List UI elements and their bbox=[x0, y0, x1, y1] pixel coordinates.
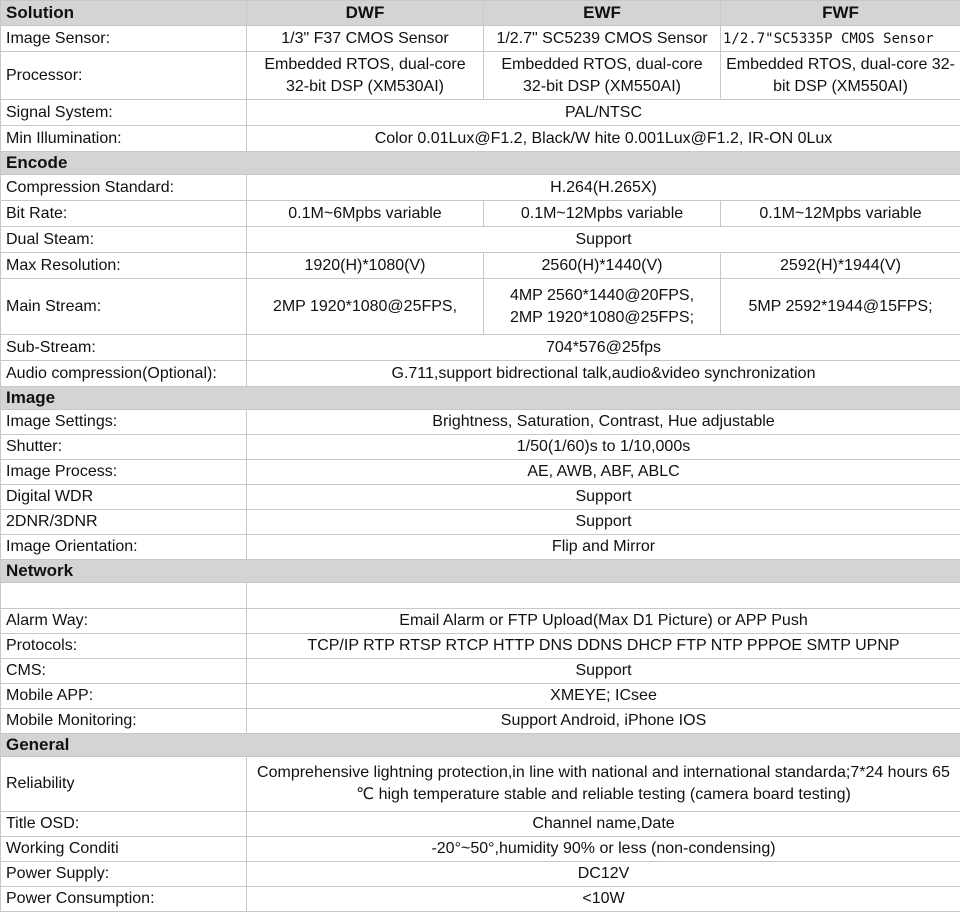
cms-row bbox=[1, 659, 960, 684]
audio-label: Audio compression(Optional): bbox=[1, 361, 247, 387]
image-sensor-fwf: 1/2.7"SC5335P CMOS Sensor bbox=[721, 26, 960, 52]
signal-system-row bbox=[1, 100, 960, 126]
section-general bbox=[1, 734, 960, 757]
digital-wdr-value: Support bbox=[247, 485, 960, 510]
signal-system-label: Signal System: bbox=[1, 100, 247, 126]
max-resolution-ewf: 2560(H)*1440(V) bbox=[484, 253, 721, 279]
image-sensor-dwf: 1/3" F37 CMOS Sensor bbox=[247, 26, 484, 52]
main-stream-dwf: 2MP 1920*1080@25FPS, bbox=[247, 279, 484, 335]
min-illumination-value: Color 0.01Lux@F1.2, Black/W hite 0.001Lux@F1.2, IR-ON 0Lux bbox=[247, 126, 960, 152]
title-osd-row bbox=[1, 812, 960, 837]
image-process-row bbox=[1, 460, 960, 485]
image-process-value: AE, AWB, ABF, ABLC bbox=[247, 460, 960, 485]
image-sensor-row bbox=[1, 26, 960, 52]
network-spacer-row bbox=[1, 583, 960, 609]
min-illumination-label: Min Illumination: bbox=[1, 126, 247, 152]
shutter-row bbox=[1, 435, 960, 460]
working-conditions-label: Working Conditi bbox=[1, 837, 247, 862]
dwf-header: DWF bbox=[247, 1, 484, 26]
cms-value: Support bbox=[247, 659, 960, 684]
compression-label: Compression Standard: bbox=[1, 175, 247, 201]
ewf-header: EWF bbox=[484, 1, 721, 26]
reliability-row bbox=[1, 757, 960, 812]
power-supply-row bbox=[1, 862, 960, 887]
title-osd-value: Channel name,Date bbox=[247, 812, 960, 837]
title-osd-label: Title OSD: bbox=[1, 812, 247, 837]
dual-stream-row bbox=[1, 227, 960, 253]
mobile-monitoring-value: Support Android, iPhone IOS bbox=[247, 709, 960, 734]
bit-rate-ewf: 0.1M~12Mpbs variable bbox=[484, 201, 721, 227]
fwf-header: FWF bbox=[721, 1, 960, 26]
max-resolution-row bbox=[1, 253, 960, 279]
image-settings-value: Brightness, Saturation, Contrast, Hue adjustable bbox=[247, 410, 960, 435]
digital-wdr-label: Digital WDR bbox=[1, 485, 247, 510]
image-process-label: Image Process: bbox=[1, 460, 247, 485]
working-conditions-value: -20°~50°,humidity 90% or less (non-condensing) bbox=[247, 837, 960, 862]
compression-row bbox=[1, 175, 960, 201]
image-settings-label: Image Settings: bbox=[1, 410, 247, 435]
image-orientation-row bbox=[1, 535, 960, 560]
max-resolution-fwf: 2592(H)*1944(V) bbox=[721, 253, 960, 279]
power-consumption-label: Power Consumption: bbox=[1, 887, 247, 912]
protocols-row bbox=[1, 634, 960, 659]
section-encode bbox=[1, 152, 960, 175]
power-supply-label: Power Supply: bbox=[1, 862, 247, 887]
network-spacer-value bbox=[247, 583, 960, 609]
sub-stream-value: 704*576@25fps bbox=[247, 335, 960, 361]
shutter-value: 1/50(1/60)s to 1/10,000s bbox=[247, 435, 960, 460]
solution-header: Solution bbox=[1, 1, 247, 26]
mobile-monitoring-label: Mobile Monitoring: bbox=[1, 709, 247, 734]
mobile-app-label: Mobile APP: bbox=[1, 684, 247, 709]
bit-rate-dwf: 0.1M~6Mpbs variable bbox=[247, 201, 484, 227]
bit-rate-label: Bit Rate: bbox=[1, 201, 247, 227]
bit-rate-fwf: 0.1M~12Mpbs variable bbox=[721, 201, 960, 227]
dnr-label: 2DNR/3DNR bbox=[1, 510, 247, 535]
power-supply-value: DC12V bbox=[247, 862, 960, 887]
image-orientation-value: Flip and Mirror bbox=[247, 535, 960, 560]
image-section-title: Image bbox=[1, 387, 960, 410]
section-image bbox=[1, 387, 960, 410]
main-stream-ewf-line-2: 2MP 1920*1080@25FPS; bbox=[509, 308, 695, 326]
main-stream-row bbox=[1, 279, 960, 335]
cms-label: CMS: bbox=[1, 659, 247, 684]
image-sensor-ewf: 1/2.7" SC5239 CMOS Sensor bbox=[484, 26, 721, 52]
digital-wdr-row bbox=[1, 485, 960, 510]
processor-fwf: Embedded RTOS, dual-core 32-bit DSP (XM550AI) bbox=[721, 52, 960, 100]
image-orientation-label: Image Orientation: bbox=[1, 535, 247, 560]
alarm-way-row bbox=[1, 609, 960, 634]
network-spacer-label bbox=[1, 583, 247, 609]
network-section-title: Network bbox=[1, 560, 960, 583]
power-consumption-value: <10W bbox=[247, 887, 960, 912]
processor-row bbox=[1, 52, 960, 100]
dual-stream-label: Dual Steam: bbox=[1, 227, 247, 253]
image-sensor-label: Image Sensor: bbox=[1, 26, 247, 52]
compression-value: H.264(H.265X) bbox=[247, 175, 960, 201]
encode-section-title: Encode bbox=[1, 152, 960, 175]
main-stream-fwf: 5MP 2592*1944@15FPS; bbox=[721, 279, 960, 335]
general-section-title: General bbox=[1, 734, 960, 757]
reliability-value: Comprehensive lightning protection,in line with national and international standarda;7*24 hours 65 ℃ high temperature stable and reliable testing (camera board testing) bbox=[247, 757, 960, 812]
shutter-label: Shutter: bbox=[1, 435, 247, 460]
working-conditions-row bbox=[1, 837, 960, 862]
mobile-monitoring-row bbox=[1, 709, 960, 734]
reliability-label: Reliability bbox=[1, 757, 247, 812]
main-stream-ewf-line-1: 4MP 2560*1440@20FPS, bbox=[509, 286, 695, 304]
max-resolution-label: Max Resolution: bbox=[1, 253, 247, 279]
section-network bbox=[1, 560, 960, 583]
dual-stream-value: Support bbox=[247, 227, 960, 253]
protocols-value: TCP/IP RTP RTSP RTCP HTTP DNS DDNS DHCP FTP NTP PPPOE SMTP UPNP bbox=[247, 634, 960, 659]
min-illumination-row bbox=[1, 126, 960, 152]
dnr-value: Support bbox=[247, 510, 960, 535]
mobile-app-row bbox=[1, 684, 960, 709]
mobile-app-value: XMEYE; ICsee bbox=[247, 684, 960, 709]
header-row bbox=[1, 1, 960, 26]
alarm-way-label: Alarm Way: bbox=[1, 609, 247, 634]
alarm-way-value: Email Alarm or FTP Upload(Max D1 Picture) or APP Push bbox=[247, 609, 960, 634]
audio-row bbox=[1, 361, 960, 387]
sub-stream-label: Sub-Stream: bbox=[1, 335, 247, 361]
signal-system-value: PAL/NTSC bbox=[247, 100, 960, 126]
dnr-row bbox=[1, 510, 960, 535]
protocols-label: Protocols: bbox=[1, 634, 247, 659]
processor-label: Processor: bbox=[1, 52, 247, 100]
main-stream-ewf bbox=[484, 279, 721, 335]
main-stream-label: Main Stream: bbox=[1, 279, 247, 335]
power-consumption-row bbox=[1, 887, 960, 912]
processor-dwf: Embedded RTOS, dual-core 32-bit DSP (XM530AI) bbox=[247, 52, 484, 100]
sub-stream-row bbox=[1, 335, 960, 361]
image-settings-row bbox=[1, 410, 960, 435]
max-resolution-dwf: 1920(H)*1080(V) bbox=[247, 253, 484, 279]
processor-ewf: Embedded RTOS, dual-core 32-bit DSP (XM550AI) bbox=[484, 52, 721, 100]
audio-value: G.711,support bidrectional talk,audio&video synchronization bbox=[247, 361, 960, 387]
bit-rate-row bbox=[1, 201, 960, 227]
